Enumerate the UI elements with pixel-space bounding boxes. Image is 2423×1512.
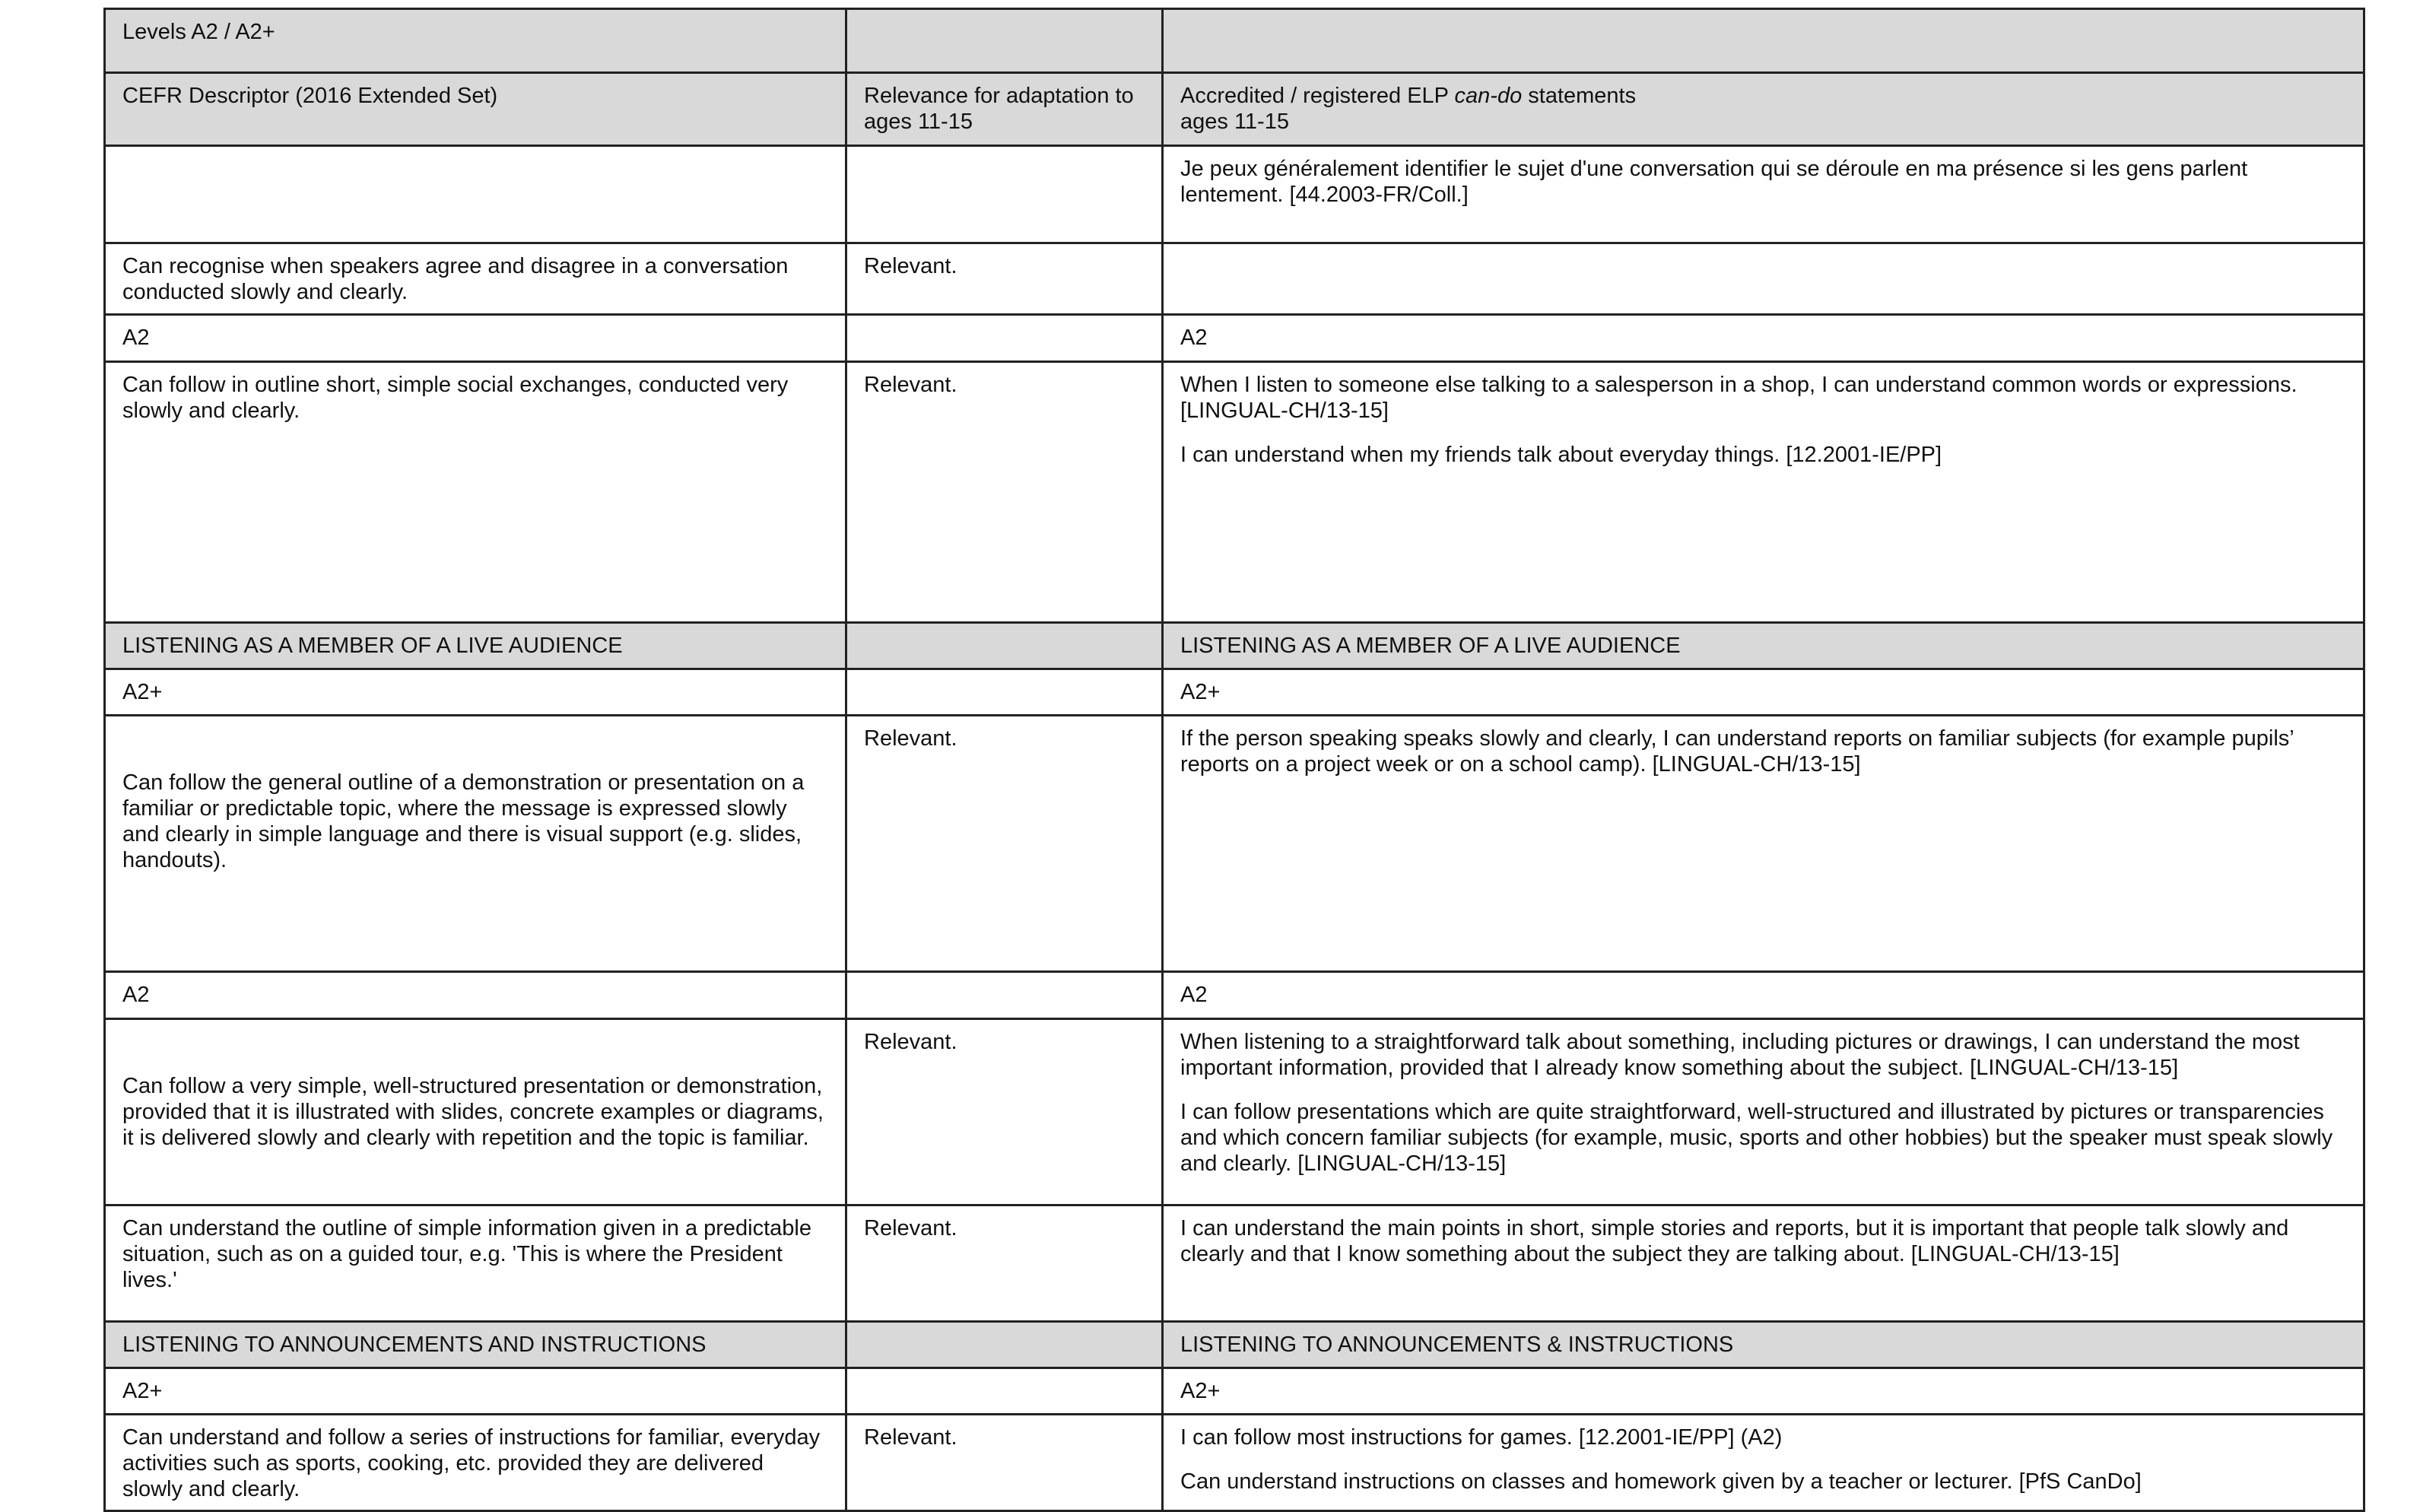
level-row: [105, 1368, 2364, 1415]
descriptor-cell: Can understand and follow a series of instructions for familiar, everyday activities such as sports, cooking, etc. provided they are delivered slowly and clearly.: [105, 1415, 846, 1511]
statements-cell: [1163, 1019, 2364, 1205]
statement-text: I can understand the main points in short, simple stories and reports, but it is important that people talk slowly and clearly and that I know something about the subject they are talking about. [LINGUAL-CH/13-15]: [1180, 1216, 2289, 1266]
statement-text: I can follow most instructions for games. [12.2001-IE/PP] (A2): [1180, 1425, 1783, 1450]
level-label: A2+: [1163, 1368, 2364, 1415]
column-header-relevance: [846, 73, 1163, 146]
header-row: [105, 73, 2364, 146]
section-heading: LISTENING AS A MEMBER OF A LIVE AUDIENCE: [105, 623, 846, 669]
relevance-cell: Relevant.: [846, 1019, 1163, 1205]
level-label: A2+: [105, 1368, 846, 1415]
descriptor-cell: Can recognise when speakers agree and disagree in a conversation conducted slowly and clearly.: [105, 243, 846, 315]
relevance-cell: Relevant.: [846, 243, 1163, 315]
level-empty-cell: [846, 972, 1163, 1019]
level-label: A2: [1163, 315, 2364, 362]
column-header-statements: [1163, 73, 2364, 146]
level-empty-cell: [846, 1368, 1163, 1415]
relevance-cell: Relevant.: [846, 362, 1163, 623]
relevance-cell: Relevant.: [846, 1415, 1163, 1511]
statement-text: When listening to a straightforward talk about something, including pictures or drawings, I can understand the most important information, provided that I already know something about the subject. [LINGUAL-CH/13-15]: [1180, 1030, 2300, 1080]
title-row: [105, 9, 2364, 73]
section-empty-cell: [846, 623, 1163, 669]
descriptor-cell: Can understand the outline of simple information given in a predictable situation, such as on a guided tour, e.g. 'This is where the President lives.': [105, 1205, 846, 1322]
section-empty-cell: [846, 1322, 1163, 1368]
statement-text: I can understand when my friends talk about everyday things. [12.2001-IE/PP]: [1180, 443, 1942, 467]
statements-cell: [1163, 1205, 2364, 1322]
descriptor-cell: Can follow the general outline of a demonstration or presentation on a familiar or predictable topic, where the message is expressed slowly and clearly in simple language and there is visual support (e.g. slides, handouts).: [105, 716, 846, 972]
statements-cell: [1163, 716, 2364, 972]
statements-cell: [1163, 146, 2364, 243]
level-row: [105, 972, 2364, 1019]
statements-cell: [1163, 243, 2364, 315]
table-row: [105, 146, 2364, 243]
page-title: Levels A2 / A2+: [105, 9, 846, 73]
level-label: A2+: [105, 669, 846, 716]
table-row: [105, 1019, 2364, 1205]
header-text: statements: [1522, 84, 1637, 108]
column-header-relevance-line: ages 11-15: [864, 110, 973, 134]
section-row: [105, 623, 2364, 669]
level-empty-cell: [846, 315, 1163, 362]
descriptor-cell: [105, 146, 846, 243]
statement-text: If the person speaking speaks slowly and clearly, I can understand reports on familiar subjects (for example pupils’ reports on a project week or on a school camp). [LINGUAL-CH/13-15]: [1180, 726, 2294, 777]
table-row: [105, 1205, 2364, 1322]
table-row: [105, 716, 2364, 972]
statement-text: I can follow presentations which are quite straightforward, well-structured and illustrated by pictures or transparencies and which concern familiar subjects (for example, music, sports and other hobbies) but the speaker must speak slowly and clearly. [LINGUAL-CH/13-15]: [1180, 1100, 2333, 1176]
column-header-statements-line: [1180, 83, 2346, 109]
statement-text: Can understand instructions on classes and homework given by a teacher or lecturer. [PfS CanDo]: [1180, 1469, 2142, 1494]
column-header-relevance-line: Relevance for adaptation to: [864, 84, 1134, 108]
descriptor-cell: Can follow a very simple, well-structured presentation or demonstration, provided that it is illustrated with slides, concrete examples or diagrams, it is delivered slowly and clearly with repetition and the topic is familiar.: [105, 1019, 846, 1205]
descriptor-cell: Can follow in outline short, simple social exchanges, conducted very slowly and clearly.: [105, 362, 846, 623]
table-row: [105, 362, 2364, 623]
level-label: A2: [105, 972, 846, 1019]
statement-text: Je peux généralement identifier le sujet d'une conversation qui se déroule en ma présence si les gens parlent lentement. [44.2003-FR/Coll.]: [1180, 157, 2248, 207]
level-row: [105, 669, 2364, 716]
title-empty-cell: [1163, 9, 2364, 73]
title-empty-cell: [846, 9, 1163, 73]
statements-cell: [1163, 362, 2364, 623]
level-label: A2: [105, 315, 846, 362]
column-header-descriptor: CEFR Descriptor (2016 Extended Set): [105, 73, 846, 146]
table-row: [105, 1415, 2364, 1511]
statement-text: When I listen to someone else talking to a salesperson in a shop, I can understand common words or expressions. [LINGUAL-CH/13-15]: [1180, 373, 2298, 423]
section-row: [105, 1322, 2364, 1368]
table-row: [105, 243, 2364, 315]
section-heading: LISTENING TO ANNOUNCEMENTS & INSTRUCTIONS: [1163, 1322, 2364, 1368]
cefr-descriptor-table: [103, 8, 2365, 1512]
relevance-cell: Relevant.: [846, 1205, 1163, 1322]
section-heading: LISTENING TO ANNOUNCEMENTS AND INSTRUCTIONS: [105, 1322, 846, 1368]
header-text: Accredited / registered ELP: [1180, 84, 1455, 108]
level-row: [105, 315, 2364, 362]
statements-cell: [1163, 1415, 2364, 1511]
column-header-statements-line: ages 11-15: [1180, 110, 1289, 134]
level-empty-cell: [846, 669, 1163, 716]
relevance-cell: Relevant.: [846, 716, 1163, 972]
level-label: A2+: [1163, 669, 2364, 716]
header-emphasis: can-do: [1454, 84, 1523, 108]
section-heading: LISTENING AS A MEMBER OF A LIVE AUDIENCE: [1163, 623, 2364, 669]
relevance-cell: [846, 146, 1163, 243]
level-label: A2: [1163, 972, 2364, 1019]
